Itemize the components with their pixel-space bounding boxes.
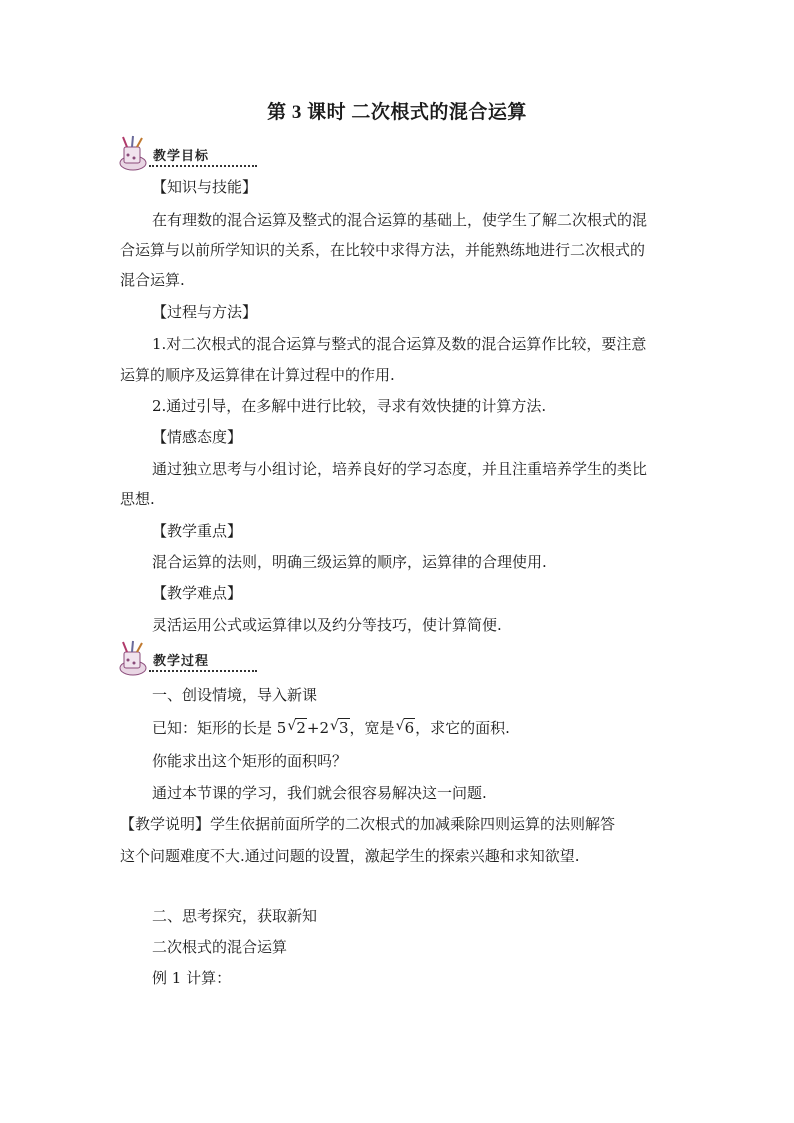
problem-text: 已知：矩形的长是 <box>152 719 277 737</box>
paragraph-line-problem <box>152 718 510 738</box>
pencil-cup-icon <box>117 135 157 173</box>
section-divider <box>149 670 257 672</box>
radical-sign-icon: √ <box>330 718 339 734</box>
subheading-explore: 二、思考探究，获取新知 <box>152 907 318 925</box>
paragraph-line: 例 1 计算： <box>152 969 232 987</box>
coefficient: 5 <box>276 719 287 737</box>
heading-difficulties: 【教学难点】 <box>152 584 243 602</box>
paragraph-line: 【教学说明】学生依据前面所学的二次根式的加减乘除四则运算的法则解答 <box>120 815 616 833</box>
paragraph-line: 混合运算. <box>120 271 185 289</box>
paragraph-line: 通过独立思考与小组讨论，培养良好的学习态度，并且注重培养学生的类比 <box>152 460 648 478</box>
paragraph-line: 思想. <box>120 490 155 508</box>
paragraph-line: 你能求出这个矩形的面积吗？ <box>152 752 348 770</box>
sqrt-expression <box>396 718 416 738</box>
paragraph-line: 灵活运用公式或运算律以及约分等技巧，使计算简便. <box>152 616 502 634</box>
paragraph-line: 这个问题难度不大.通过问题的设置，激起学生的探索兴趣和求知欲望. <box>120 847 580 865</box>
radicand: 6 <box>404 719 415 737</box>
section-title-goals: 教学目标 <box>153 149 210 164</box>
paragraph-line: 合运算与以前所学知识的关系，在比较中求得方法，并能熟练地进行二次根式的 <box>120 241 646 259</box>
pencil-cup-icon <box>117 640 157 678</box>
paragraph-line: 运算的顺序及运算律在计算过程中的作用. <box>120 366 395 384</box>
heading-key-points: 【教学重点】 <box>152 522 243 540</box>
section-divider <box>149 165 257 167</box>
section-badge-goals <box>117 135 257 173</box>
subheading-intro: 一、创设情境，导入新课 <box>152 686 318 704</box>
sqrt-expression <box>287 718 307 738</box>
paragraph-line: 混合运算的法则，明确三级运算的顺序，运算律的合理使用. <box>152 553 547 571</box>
problem-text: ，求它的面积. <box>415 719 510 737</box>
page-title: 第 3 课时 二次根式的混合运算 <box>267 102 527 123</box>
heading-process-method: 【过程与方法】 <box>152 303 258 321</box>
problem-text: ，宽是 <box>349 719 395 737</box>
radicand: 2 <box>296 719 306 737</box>
section-title-process: 教学过程 <box>153 654 210 669</box>
heading-emotion-attitude: 【情感态度】 <box>152 428 243 446</box>
paragraph-line: 1.对二次根式的混合运算与整式的混合运算及数的混合运算作比较，要注意 <box>152 335 647 353</box>
radical-sign-icon: √ <box>395 718 405 734</box>
paragraph-line: 在有理数的混合运算及整式的混合运算的基础上，使学生了解二次根式的混 <box>152 211 648 229</box>
sqrt-expression <box>330 718 350 738</box>
paragraph-line: 通过本节课的学习，我们就会很容易解决这一问题. <box>152 784 487 802</box>
section-badge-process <box>117 640 257 678</box>
paragraph-line: 二次根式的混合运算 <box>152 938 288 956</box>
paragraph-line: 2.通过引导，在多解中进行比较，寻求有效快捷的计算方法. <box>152 397 547 415</box>
heading-knowledge-skills: 【知识与技能】 <box>152 178 258 196</box>
plus-term: +2 <box>306 719 329 737</box>
radicand: 3 <box>339 719 349 737</box>
radical-sign-icon: √ <box>287 718 297 734</box>
